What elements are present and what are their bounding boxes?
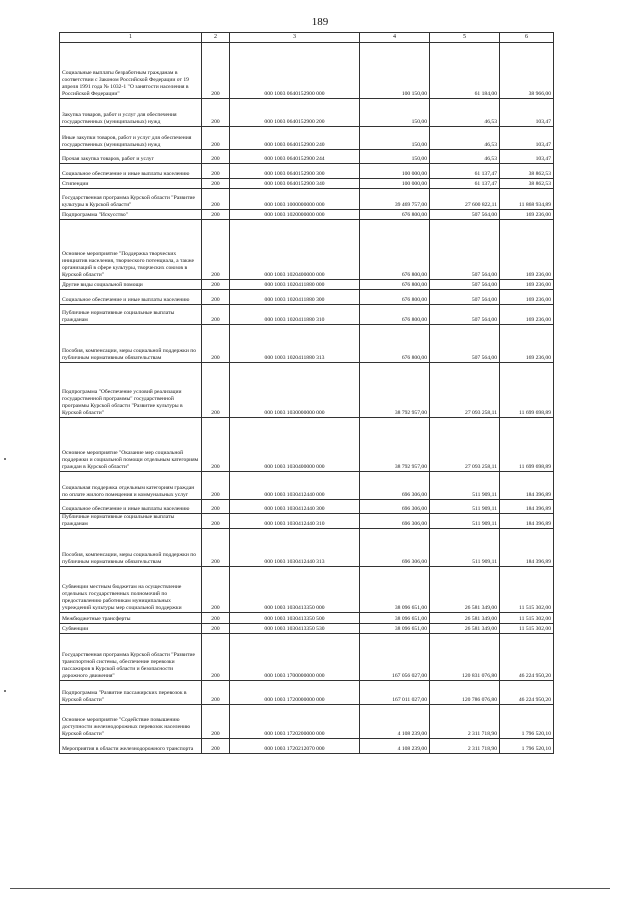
row-executed-amount: 26 581 349,00 xyxy=(430,613,500,624)
row-name: Прочая закупка товаров, работ и услуг xyxy=(60,150,202,164)
row-approved-amount: 4 108 239,00 xyxy=(360,739,430,754)
row-unexecuted-amount: 103,47 xyxy=(500,150,554,164)
row-budget-code: 000 1003 1030412440 313 xyxy=(230,529,360,567)
row-line-code: 200 xyxy=(202,189,230,210)
row-budget-code: 000 1003 0640152900 340 xyxy=(230,179,360,189)
table-row xyxy=(60,164,554,179)
row-name: Стипендии xyxy=(60,179,202,189)
table-row xyxy=(60,99,554,127)
table-row xyxy=(60,681,554,705)
row-executed-amount: 507 564,00 xyxy=(430,305,500,325)
row-approved-amount: 676 800,00 xyxy=(360,210,430,220)
table-row xyxy=(60,179,554,189)
row-unexecuted-amount: 11 699 698,89 xyxy=(500,418,554,472)
row-name: Подпрограмма "Обеспечение условий реализации государственной программы" государственной программы Курской области "Развитие культуры в Курской области" xyxy=(60,363,202,418)
row-name: Подпрограмма "Развитие пассажирских перевозок в Курской области" xyxy=(60,681,202,705)
row-name: Основное мероприятие "Поддержка творческих инициатив населения, творческого потенциала, а также организаций в сфере культуры, творческих союзов в Курской области" xyxy=(60,220,202,280)
header-col-1: 1 xyxy=(60,33,202,43)
row-line-code: 200 xyxy=(202,280,230,290)
row-line-code: 200 xyxy=(202,529,230,567)
row-budget-code: 000 1003 0640152900 000 xyxy=(230,43,360,99)
row-unexecuted-amount: 11 868 934,89 xyxy=(500,189,554,210)
row-executed-amount: 61 137,47 xyxy=(430,164,500,179)
table-row xyxy=(60,43,554,99)
row-approved-amount: 38 792 957,00 xyxy=(360,363,430,418)
row-unexecuted-amount: 184 396,89 xyxy=(500,514,554,529)
row-name: Социальная поддержка отдельным категориям граждан по оплате жилого помещения и коммунальных услуг xyxy=(60,472,202,500)
row-name: Другие виды социальной помощи xyxy=(60,280,202,290)
row-unexecuted-amount: 38 862,53 xyxy=(500,179,554,189)
row-executed-amount: 46,53 xyxy=(430,127,500,150)
row-name: Субвенции местным бюджетам на осуществление отдельных государственных полномочий по предоставлению работникам муниципальных учреждений культуры мер социальной поддержки xyxy=(60,567,202,613)
row-approved-amount: 4 108 239,00 xyxy=(360,705,430,739)
row-line-code: 200 xyxy=(202,150,230,164)
table-row xyxy=(60,634,554,681)
header-col-4: 4 xyxy=(360,33,430,43)
table-row xyxy=(60,567,554,613)
budget-table xyxy=(59,32,554,754)
row-line-code: 200 xyxy=(202,472,230,500)
header-col-2: 2 xyxy=(202,33,230,43)
row-approved-amount: 38 792 957,00 xyxy=(360,418,430,472)
row-executed-amount: 507 564,00 xyxy=(430,220,500,280)
row-approved-amount: 100 150,00 xyxy=(360,43,430,99)
table-row xyxy=(60,529,554,567)
row-executed-amount: 27 600 822,11 xyxy=(430,189,500,210)
row-budget-code: 000 1003 1030400000 000 xyxy=(230,418,360,472)
row-budget-code: 000 1003 1020411880 313 xyxy=(230,325,360,363)
row-name: Основное мероприятие "Содействие повышению доступности железнодорожных перевозок населению Курской области" xyxy=(60,705,202,739)
table-row xyxy=(60,514,554,529)
row-unexecuted-amount: 169 236,00 xyxy=(500,280,554,290)
row-unexecuted-amount: 169 236,00 xyxy=(500,210,554,220)
row-executed-amount: 507 564,00 xyxy=(430,325,500,363)
row-line-code: 200 xyxy=(202,500,230,514)
row-line-code: 200 xyxy=(202,705,230,739)
row-line-code: 200 xyxy=(202,305,230,325)
row-unexecuted-amount: 38 862,53 xyxy=(500,164,554,179)
header-row xyxy=(60,33,554,43)
row-budget-code: 000 1003 0640152900 300 xyxy=(230,164,360,179)
row-line-code: 200 xyxy=(202,613,230,624)
row-name: Пособия, компенсации, меры социальной поддержки по публичным нормативным обязательствам xyxy=(60,529,202,567)
row-budget-code: 000 1003 1020000000 000 xyxy=(230,210,360,220)
table-row xyxy=(60,220,554,280)
row-budget-code: 000 1003 1030413350 530 xyxy=(230,624,360,634)
row-approved-amount: 676 800,00 xyxy=(360,280,430,290)
row-approved-amount: 167 056 027,00 xyxy=(360,634,430,681)
row-unexecuted-amount: 169 236,00 xyxy=(500,305,554,325)
table-body xyxy=(60,43,554,754)
row-executed-amount: 511 909,11 xyxy=(430,514,500,529)
row-approved-amount: 696 306,00 xyxy=(360,472,430,500)
row-budget-code: 000 1003 1030413350 500 xyxy=(230,613,360,624)
row-line-code: 200 xyxy=(202,325,230,363)
row-unexecuted-amount: 103,47 xyxy=(500,127,554,150)
row-approved-amount: 676 800,00 xyxy=(360,325,430,363)
row-approved-amount: 696 306,00 xyxy=(360,514,430,529)
row-line-code: 200 xyxy=(202,418,230,472)
header-col-3: 3 xyxy=(230,33,360,43)
row-approved-amount: 676 800,00 xyxy=(360,220,430,280)
row-line-code: 200 xyxy=(202,363,230,418)
row-executed-amount: 46,53 xyxy=(430,150,500,164)
row-name: Социальное обеспечение и иные выплаты населению xyxy=(60,164,202,179)
row-approved-amount: 38 096 651,00 xyxy=(360,624,430,634)
row-name: Публичные нормативные социальные выплаты гражданам xyxy=(60,305,202,325)
row-line-code: 200 xyxy=(202,210,230,220)
table-row xyxy=(60,150,554,164)
row-unexecuted-amount: 184 396,89 xyxy=(500,500,554,514)
row-line-code: 200 xyxy=(202,514,230,529)
row-unexecuted-amount: 184 396,89 xyxy=(500,472,554,500)
row-line-code: 200 xyxy=(202,681,230,705)
row-approved-amount: 150,00 xyxy=(360,150,430,164)
row-name: Мероприятия в области железнодорожного транспорта xyxy=(60,739,202,754)
row-budget-code: 000 1003 1030413350 000 xyxy=(230,567,360,613)
table-row xyxy=(60,472,554,500)
row-budget-code: 000 1003 1030412440 300 xyxy=(230,500,360,514)
row-name: Социальное обеспечение и иные выплаты населению xyxy=(60,500,202,514)
row-budget-code: 000 1003 0640152900 244 xyxy=(230,150,360,164)
row-line-code: 200 xyxy=(202,634,230,681)
row-unexecuted-amount: 11 515 302,00 xyxy=(500,613,554,624)
row-executed-amount: 511 909,11 xyxy=(430,529,500,567)
row-budget-code: 000 1003 1020411880 310 xyxy=(230,305,360,325)
row-budget-code: 000 1003 1020411880 000 xyxy=(230,280,360,290)
row-unexecuted-amount: 184 396,89 xyxy=(500,529,554,567)
row-approved-amount: 100 000,00 xyxy=(360,164,430,179)
row-executed-amount: 2 311 718,90 xyxy=(430,705,500,739)
page-number: 189 xyxy=(311,16,329,28)
row-executed-amount: 507 564,00 xyxy=(430,280,500,290)
row-name: Иные закупки товаров, работ и услуг для обеспечения государственных (муниципальных) нужд xyxy=(60,127,202,150)
table-row xyxy=(60,325,554,363)
row-budget-code: 000 1003 1720212070 000 xyxy=(230,739,360,754)
row-executed-amount: 511 909,11 xyxy=(430,500,500,514)
row-name: Закупка товаров, работ и услуг для обеспечения государственных (муниципальных) нужд xyxy=(60,99,202,127)
row-name: Социальное обеспечение и иные выплаты населению xyxy=(60,290,202,305)
row-budget-code: 000 1003 1720000000 000 xyxy=(230,681,360,705)
row-line-code: 200 xyxy=(202,43,230,99)
row-line-code: 200 xyxy=(202,99,230,127)
row-executed-amount: 27 093 258,11 xyxy=(430,418,500,472)
scan-speck xyxy=(4,690,6,692)
table-row xyxy=(60,624,554,634)
row-line-code: 200 xyxy=(202,290,230,305)
row-executed-amount: 26 581 349,00 xyxy=(430,624,500,634)
row-unexecuted-amount: 46 224 950,20 xyxy=(500,681,554,705)
row-executed-amount: 46,53 xyxy=(430,99,500,127)
row-name: Пособия, компенсации, меры социальной поддержки по публичным нормативным обязательствам xyxy=(60,325,202,363)
row-budget-code: 000 1003 1700000000 000 xyxy=(230,634,360,681)
table-row xyxy=(60,613,554,624)
table-row xyxy=(60,739,554,754)
row-unexecuted-amount: 169 236,00 xyxy=(500,325,554,363)
row-line-code: 200 xyxy=(202,624,230,634)
row-approved-amount: 100 000,00 xyxy=(360,179,430,189)
row-line-code: 200 xyxy=(202,179,230,189)
row-budget-code: 000 1003 0640152900 200 xyxy=(230,99,360,127)
row-name: Подпрограмма "Искусство" xyxy=(60,210,202,220)
table-row xyxy=(60,127,554,150)
table-row xyxy=(60,418,554,472)
row-name: Социальные выплаты безработным гражданам в соответствии с Законом Российской Федерации от 19 апреля 1991 года № 1032-1 "О занятости населения в Российской Федерации" xyxy=(60,43,202,99)
table-row xyxy=(60,280,554,290)
row-name: Публичные нормативные социальные выплаты гражданам xyxy=(60,514,202,529)
header-col-5: 5 xyxy=(430,33,500,43)
row-executed-amount: 120 786 076,80 xyxy=(430,681,500,705)
row-executed-amount: 507 564,00 xyxy=(430,210,500,220)
row-executed-amount: 507 564,00 xyxy=(430,290,500,305)
row-executed-amount: 26 581 349,00 xyxy=(430,567,500,613)
row-unexecuted-amount: 103,47 xyxy=(500,99,554,127)
table-row xyxy=(60,290,554,305)
row-name: Основное мероприятие "Оказание мер социальной поддержки и социальной помощи отдельным категориям граждан в Курской области" xyxy=(60,418,202,472)
row-executed-amount: 61 137,47 xyxy=(430,179,500,189)
row-approved-amount: 39 469 757,00 xyxy=(360,189,430,210)
row-unexecuted-amount: 38 966,00 xyxy=(500,43,554,99)
row-line-code: 200 xyxy=(202,164,230,179)
page-bottom-rule xyxy=(10,888,610,889)
table-row xyxy=(60,210,554,220)
row-executed-amount: 2 311 718,90 xyxy=(430,739,500,754)
row-budget-code: 000 1003 0640152900 240 xyxy=(230,127,360,150)
row-approved-amount: 696 306,00 xyxy=(360,529,430,567)
row-line-code: 200 xyxy=(202,127,230,150)
row-executed-amount: 61 184,00 xyxy=(430,43,500,99)
row-unexecuted-amount: 169 236,00 xyxy=(500,220,554,280)
row-budget-code: 000 1003 1020400000 000 xyxy=(230,220,360,280)
row-line-code: 200 xyxy=(202,567,230,613)
table-row xyxy=(60,305,554,325)
row-unexecuted-amount: 46 224 950,20 xyxy=(500,634,554,681)
row-budget-code: 000 1003 1030412440 310 xyxy=(230,514,360,529)
row-unexecuted-amount: 1 796 520,10 xyxy=(500,705,554,739)
row-approved-amount: 696 306,00 xyxy=(360,500,430,514)
row-executed-amount: 511 909,11 xyxy=(430,472,500,500)
row-unexecuted-amount: 11 699 698,89 xyxy=(500,363,554,418)
row-budget-code: 000 1003 1000000000 000 xyxy=(230,189,360,210)
row-executed-amount: 120 831 076,80 xyxy=(430,634,500,681)
row-approved-amount: 676 800,00 xyxy=(360,305,430,325)
row-approved-amount: 38 096 651,00 xyxy=(360,567,430,613)
row-name: Межбюджетные трансферты xyxy=(60,613,202,624)
row-line-code: 200 xyxy=(202,739,230,754)
row-unexecuted-amount: 169 236,00 xyxy=(500,290,554,305)
table-row xyxy=(60,189,554,210)
row-executed-amount: 27 093 258,11 xyxy=(430,363,500,418)
row-budget-code: 000 1003 1720200000 000 xyxy=(230,705,360,739)
table-row xyxy=(60,705,554,739)
row-approved-amount: 150,00 xyxy=(360,127,430,150)
row-name: Государственная программа Курской области "Развитие транспортной системы, обеспечение перевозки пассажиров в Курской области и безопасности дорожного движения" xyxy=(60,634,202,681)
scan-speck xyxy=(4,458,6,460)
row-budget-code: 000 1003 1030000000 000 xyxy=(230,363,360,418)
row-unexecuted-amount: 11 515 302,00 xyxy=(500,624,554,634)
row-budget-code: 000 1003 1020411880 300 xyxy=(230,290,360,305)
row-unexecuted-amount: 11 515 302,00 xyxy=(500,567,554,613)
row-unexecuted-amount: 1 796 520,10 xyxy=(500,739,554,754)
row-approved-amount: 150,00 xyxy=(360,99,430,127)
table-row xyxy=(60,500,554,514)
row-budget-code: 000 1003 1030412440 000 xyxy=(230,472,360,500)
row-approved-amount: 676 800,00 xyxy=(360,290,430,305)
row-approved-amount: 167 011 027,00 xyxy=(360,681,430,705)
row-name: Государственная программа Курской области "Развитие культуры в Курской области" xyxy=(60,189,202,210)
row-approved-amount: 38 096 651,00 xyxy=(360,613,430,624)
header-col-6: 6 xyxy=(500,33,554,43)
row-name: Субвенции xyxy=(60,624,202,634)
row-line-code: 200 xyxy=(202,220,230,280)
table-row xyxy=(60,363,554,418)
